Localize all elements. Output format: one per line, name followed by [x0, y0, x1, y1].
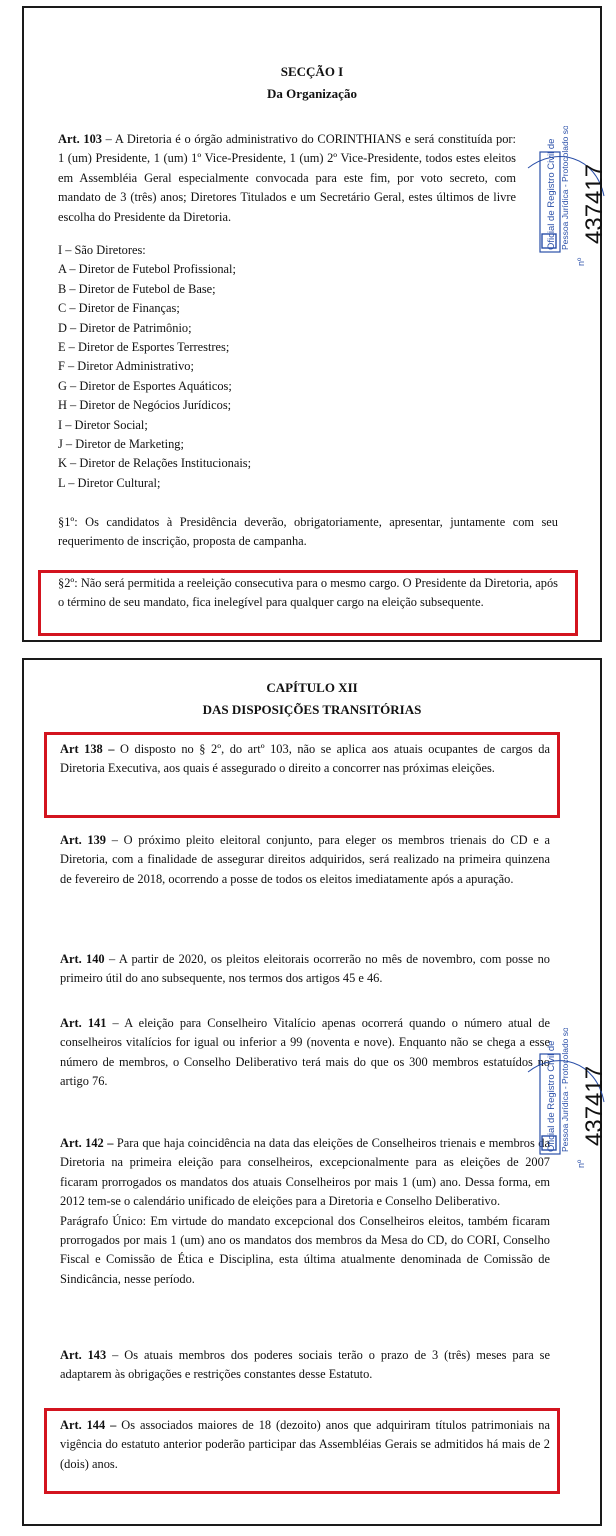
stamp-prefix: nº	[576, 1159, 586, 1168]
art-142-text: Para que haja coincidência na data das eleições de Conselheiros trienais e membros da Diretoria na primeira eleição para conselheiros, excepcionalmente para as eleições de 2007 ficaram prorrogados os mandatos dos atuais Conselheiros por mais 1 (um) ano. Dessa forma, em 2012 tem-se o calendário unificado de eleições para a Diretoria e Conselho Deliberativo.	[60, 1136, 550, 1209]
list-item: G – Diretor de Esportes Aquáticos;	[58, 378, 232, 393]
list-item: H – Diretor de Negócios Jurídicos;	[58, 398, 232, 413]
list-item: B – Diretor de Futebol de Base;	[58, 281, 216, 296]
art-144	[60, 1416, 550, 1474]
paragraph-1: §1º: Os candidatos à Presidência deverão, obrigatoriamente, apresentar, juntamente com seu requerimento de inscrição, proposta de campanha.	[58, 515, 558, 549]
art-141-label: Art. 141	[60, 1016, 107, 1030]
section-title: SECÇÃO I	[280, 64, 344, 79]
section-subtitle: Da Organização	[267, 86, 357, 101]
art-139-text: – O próximo pleito eleitoral conjunto, para eleger os membros trienais do CD e a Diretoria, com a finalidade de assegurar direitos adquiridos, será realizado na primeira quinzena de fevereiro de 2018, ocorrendo a posse de todos os eleitos imediatamente após a apuração.	[60, 833, 550, 886]
art-142-single-paragraph: Parágrafo Único: Em virtude do mandato excepcional dos Conselheiros eleitos, também ficaram prorrogados por mais 1 (um) ano os mandatos dos membros da Mesa do CD, do CORI, Conselho Fiscal e Comissão de Ética e Disciplina, esta última atualmente denominada de Comissão de Sindicância, nesse período.	[60, 1213, 550, 1286]
list-item: J – Diretor de Marketing;	[58, 437, 184, 452]
stamp-line-1: Oficial de Registro Civil de	[546, 138, 557, 250]
stamp-number: 437417	[581, 1065, 608, 1146]
document-page-2	[22, 658, 608, 1526]
art-138-label: Art 138 –	[60, 742, 115, 756]
list-item: K – Diretor de Relações Institucionais;	[58, 456, 252, 471]
art-139	[60, 831, 550, 889]
art-103	[58, 130, 516, 227]
art-144-text: Os associados maiores de 18 (dezoito) anos que adquiriram títulos patrimoniais na vigência do estatuto anterior poderão participar das Assembléias Gerais se admitidos há mais de 2 (dois) anos.	[60, 1418, 550, 1471]
art-141	[60, 1014, 550, 1092]
art-143-label: Art. 143	[60, 1348, 107, 1362]
stamp-graphic	[526, 1028, 608, 1178]
list-item: D – Diretor de Patrimônio;	[58, 320, 192, 335]
art-143-text: – Os atuais membros dos poderes sociais terão o prazo de 3 (três) meses para se adaptarem às obrigações e restrições constantes desse Estatuto.	[60, 1348, 550, 1382]
art-143	[60, 1346, 550, 1385]
stamp-line-2: Pessoa Jurídica - Protocolado sob	[560, 1028, 570, 1152]
list-item: C – Diretor de Finanças;	[58, 301, 180, 316]
list-item: I – Diretor Social;	[58, 417, 148, 432]
stamp-line-1: Oficial de Registro Civil de	[546, 1040, 557, 1152]
stamp-line-2: Pessoa Jurídica - Protocolado sob	[560, 126, 570, 250]
stamp-graphic	[526, 126, 608, 276]
list-item: A – Diretor de Futebol Profissional;	[58, 262, 236, 277]
art-142	[60, 1134, 550, 1289]
registry-stamp	[526, 1028, 608, 1178]
chapter-title: CAPÍTULO XII	[266, 680, 358, 695]
art-140-label: Art. 140	[60, 952, 105, 966]
art-140-text: – A partir de 2020, os pleitos eleitorais ocorrerão no mês de novembro, com posse no primeiro útil do ano subsequente, nos termos dos artigos 45 e 46.	[60, 952, 550, 986]
art-140	[60, 950, 550, 989]
paragraph-2: §2º: Não será permitida a reeleição consecutiva para o mesmo cargo. O Presidente da Diretoria, após o término de seu mandato, fica inelegível para qualquer cargo na eleição subsequente.	[58, 576, 558, 610]
stamp-prefix: nº	[576, 257, 586, 266]
document-page-1	[22, 6, 608, 642]
list-item: L – Diretor Cultural;	[58, 475, 161, 490]
art-144-label: Art. 144 –	[60, 1418, 117, 1432]
art-141-text: – A eleição para Conselheiro Vitalício apenas ocorrerá quando o número atual de conselheiros vitalícios for igual ou inferior a 99 (noventa e nove). Enquanto não se chega a esse número de membros, o Conselho Deliberativo terá mais do que os 300 membros estatuídos no artigo 76.	[60, 1016, 550, 1089]
list-intro: I – São Diretores:	[58, 243, 146, 257]
list-item: F – Diretor Administrativo;	[58, 359, 194, 374]
art-142-label: Art. 142 –	[60, 1136, 114, 1150]
art-138-text: O disposto no § 2º, do artº 103, não se aplica aos atuais ocupantes de cargos da Diretoria Executiva, aos quais é assegurado o direito a concorrer nas próximas eleições.	[60, 742, 550, 776]
art-103-label: Art. 103	[58, 132, 102, 146]
list-item: E – Diretor de Esportes Terrestres;	[58, 340, 230, 355]
directors-list	[58, 241, 558, 493]
registry-stamp	[526, 126, 608, 276]
art-138	[60, 740, 550, 779]
art-103-text: – A Diretoria é o órgão administrativo do CORINTHIANS e será constituída por: 1 (um) Presidente, 1 (um) 1º Vice-Presidente, 1 (um) 2º Vice-Presidente, todos estes eleitos em Assembléia Geral especialmente convocada para este fim, por voto secreto, com mandato de 3 (três) anos; Diretores Titulados e um Secretário Geral, estes últimos de livre escolha do Presidente da Diretoria.	[58, 132, 516, 224]
chapter-subtitle: DAS DISPOSIÇÕES TRANSITÓRIAS	[202, 702, 422, 717]
art-139-label: Art. 139	[60, 833, 106, 847]
stamp-number: 437417	[581, 163, 608, 244]
